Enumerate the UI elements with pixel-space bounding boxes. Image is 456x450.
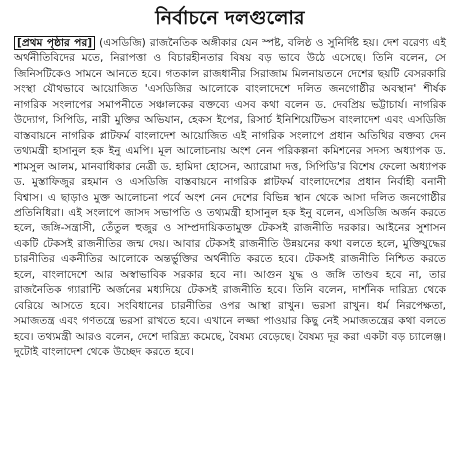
article-body	[14, 36, 446, 361]
article-text: (এসডিজি) রাজনৈতিক অঙ্গীকার যেন স্পষ্ট, বলিষ্ঠ ও সুনির্দিষ্ট হয়। দেশ বরেণ্য এই অর্থনীতিবিদের মতে, নিরাপত্তা ও বিচারহীনতার বিষয় বড় ভাবে উঠে এসেছে। তিনি বলেন, সে জিনিসটিকেও সামনে আনতে হবে। গতকাল রাজধানীর সিরাজাম মিলনায়তনে দেশের ছয়টি বেসরকারি সংস্থা যৌথভাবে আয়োজিত 'এসডিজির আলোকে বাংলাদেশে দলিত জনগোষ্ঠীর অবস্থান' শীর্ষক নাগরিক সংলাপের সমাপনীতে সঞ্চালকের বক্তব্যে এসব কথা বলেন ড. দেবপ্রিয় ভট্টাচার্য। নাগরিক উদ্যোগ, সিপিডি, নারী মুক্তির অভিযান, হেকস ইপের, রিসার্চ ইনিশিয়েটিভস বাংলাদেশ এবং এসডিজি বাস্তবায়নে নাগরিক প্লাটফর্ম বাংলাদেশ আয়োজিত এই নাগরিক সংলাপে প্রধান অতিথির বক্তব্য দেন তথ্যমন্ত্রী হাসানুল হক ইনু এমপি। মূল আলোচনায় অংশ নেন পরিকল্পনা কমিশনের সদস্য অধ্যাপক ড. শামসুল আলম, মানবাধিকার নেত্রী ড. হামিদা হোসেন, অ্যারোমা দত্ত, সিপিডি'র বিশেষ ফেলো অধ্যাপক ড. মুস্তাফিজুর রহমান ও এসডিজি বাস্তবায়নে নাগরিক প্লাটফর্ম বাংলাদেশের প্রধান নির্বাহী বনানী বিশ্বাস। এ ছাড়াও মুক্ত আলোচনা পর্বে অংশ নেন দেশের বিভিন্ন স্থান থেকে আসা দলিত জনগোষ্ঠীর প্রতিনিধিরা। এই সংলাপে জাসদ সভাপতি ও তথ্যমন্ত্রী হাসানুল হক ইনু বলেন, এসডিজি অর্জন করতে হলে, জঙ্গি-সন্ত্রাসী, তেঁতুল হুজুর ও সাম্প্রদায়িকতামুক্ত টেকসই রাজনীতি দরকার। আইনের সুশাসন একটি টেকসই রাজনীতির জন্ম দেয়। আবার টেকসই রাজনীতি উন্নয়নের কথা বলতে হলে, মুক্তিযুদ্ধের চারনীতির একনীতির আলোকে অন্তর্ভুক্তির অর্থনীতি করতে হবে। টেকসই রাজনীতি নিশ্চিত করতে হলে, বাংলাদেশে আর অস্বাভাবিক সরকার হবে না। আগুন যুদ্ধ ও জঙ্গি তাণ্ডব হবে না, তার রাজনৈতিক গ্যারান্টি অর্জনের মধ্যদিয়ে টেকসই রাজনীতি হবে। তিনি বলেন, দার্শনিক দারিদ্র্য থেকে বেরিয়ে আসতে হবে। সংবিধানের চারনীতির ওপর আস্থা রাখুন। ভরসা রাখুন। ধর্ম নিরপেক্ষতা, সমাজতন্ত্র এবং গণতন্ত্রে ভরসা রাখতে হবে। এখানে লজ্জা পাওয়ার কিছু নেই সমাজতন্ত্রের কথা বলতে হবে। তথ্যমন্ত্রী আরও বলেন, দেশে দারিদ্র্য কমেছে, বৈষম্য বেড়েছে। বৈষম্য দূর করা একটা বড় চ্যালেঞ্জ। দুটোই বাংলাদেশ থেকে উচ্ছেদ করতে হবে।	[14, 37, 446, 359]
continuation-label: [প্রথম পৃষ্ঠার পর]	[14, 36, 95, 50]
article-headline: নির্বাচনে দলগুলোর	[155, 7, 305, 29]
